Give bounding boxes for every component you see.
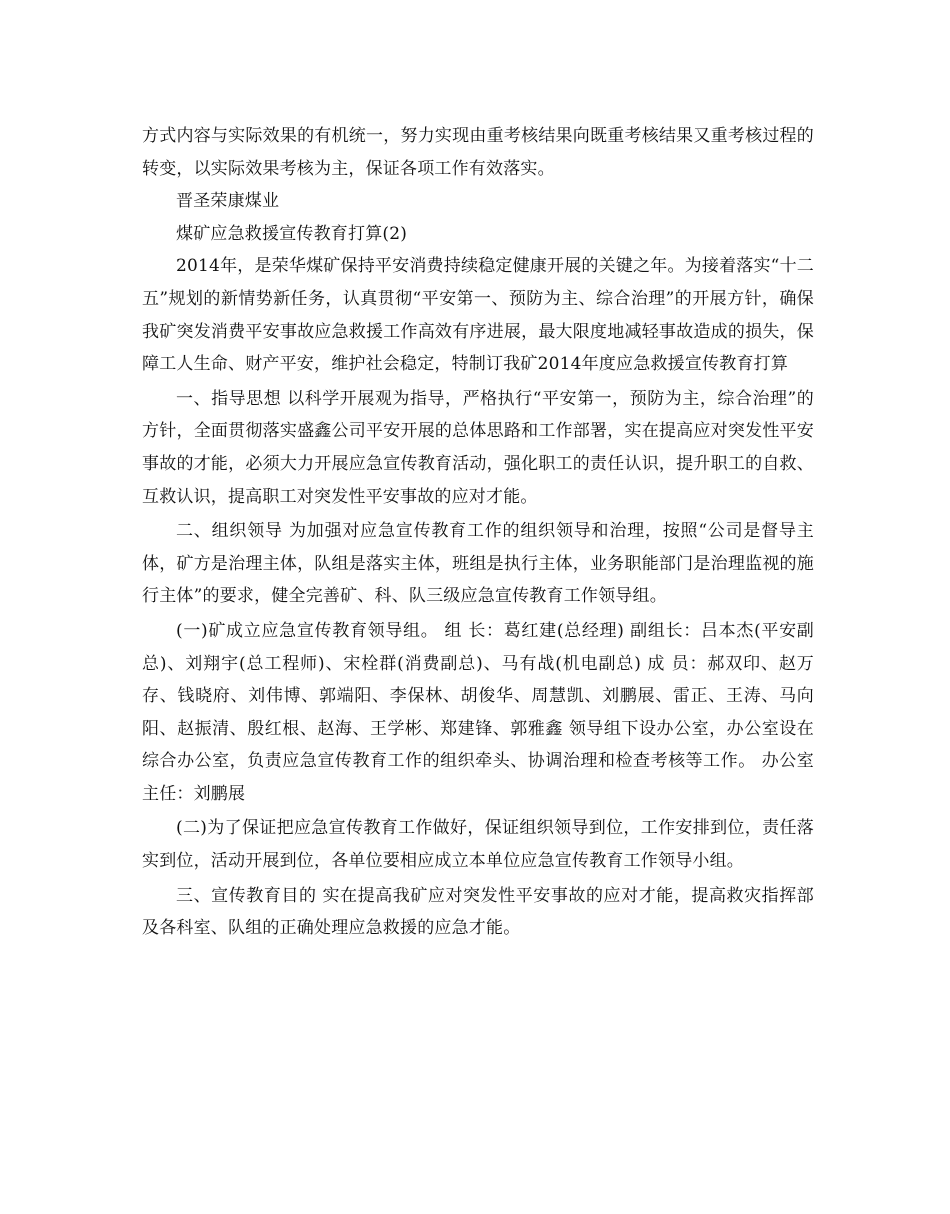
paragraph-education-goal: 三、宣传教育目的 实在提高我矿应对突发性平安事故的应对才能，提高救灾指挥部及各科室、队组的正确处理应急救援的应急才能。 xyxy=(142,885,814,939)
document-body xyxy=(142,120,814,945)
paragraph-unit-groups: (二)为了保证把应急宣传教育工作做好，保证组织领导到位，工作安排到位，责任落实到位，活动开展到位，各单位要相应成立本单位应急宣传教育工作领导小组。 xyxy=(142,818,814,872)
paragraph-intro: 2014年，是荣华煤矿保持平安消费持续稳定健康开展的关键之年。为接着落实“十二五”规划的新情势新任务，认真贯彻“平安第一、预防为主、综合治理”的开展方针，确保我矿突发消费平安事故应急救援工作高效有序进展，最大限度地减轻事故造成的损失，保障工人生命、财产平安，维护社会稳定，特制订我矿2014年度应急救援宣传教育打算 xyxy=(142,256,814,375)
paragraph-company-name: 晋圣荣康煤业 xyxy=(176,191,280,212)
paragraph-guiding-thought: 一、指导思想 以科学开展观为指导，严格执行“平安第一，预防为主，综合治理”的方针，全面贯彻落实盛鑫公司平安开展的总体思路和工作部署，实在提高应对突发性平安事故的才能，必须大力开展应急宣传教育活动，强化职工的责任认识，提升职工的自救、互救认识，提高职工对突发性平安事故的应对才能。 xyxy=(142,388,814,507)
paragraph-continuation: 方式内容与实际效果的有机统一，努力实现由重考核结果向既重考核结果又重考核过程的转变，以实际效果考核为主，保证各项工作有效落实。 xyxy=(142,126,814,179)
paragraph-organization: 二、组织领导 为加强对应急宣传教育工作的组织领导和治理，按照“公司是督导主体，矿方是治理主体，队组是落实主体，班组是执行主体，业务职能部门是治理监视的施行主体”的要求，健全完善矿、科、队三级应急宣传教育工作领导组。 xyxy=(142,521,814,607)
paragraph-leadership-group: (一)矿成立应急宣传教育领导组。 组 长：葛红建(总经理) 副组长：吕本杰(平安副总)、刘翔宇(总工程师)、宋栓群(消费副总)、马有战(机电副总) 成 员：郝双印、赵万存、钱晓府、刘伟博、郭端阳、李保林、胡俊华、周慧凯、刘鹏展、雷正、王涛、马向阳、赵振清、殷红根、赵海、王学彬、郑建锋、郭雅鑫 领导组下设办公室，办公室设在综合办公室，负责应急宣传教育工作的组织牵头、协调治理和检查考核等工作。 办公室主任：刘鹏展 xyxy=(142,620,814,804)
paragraph-section-title: 煤矿应急救援宣传教育打算(2) xyxy=(176,223,408,244)
